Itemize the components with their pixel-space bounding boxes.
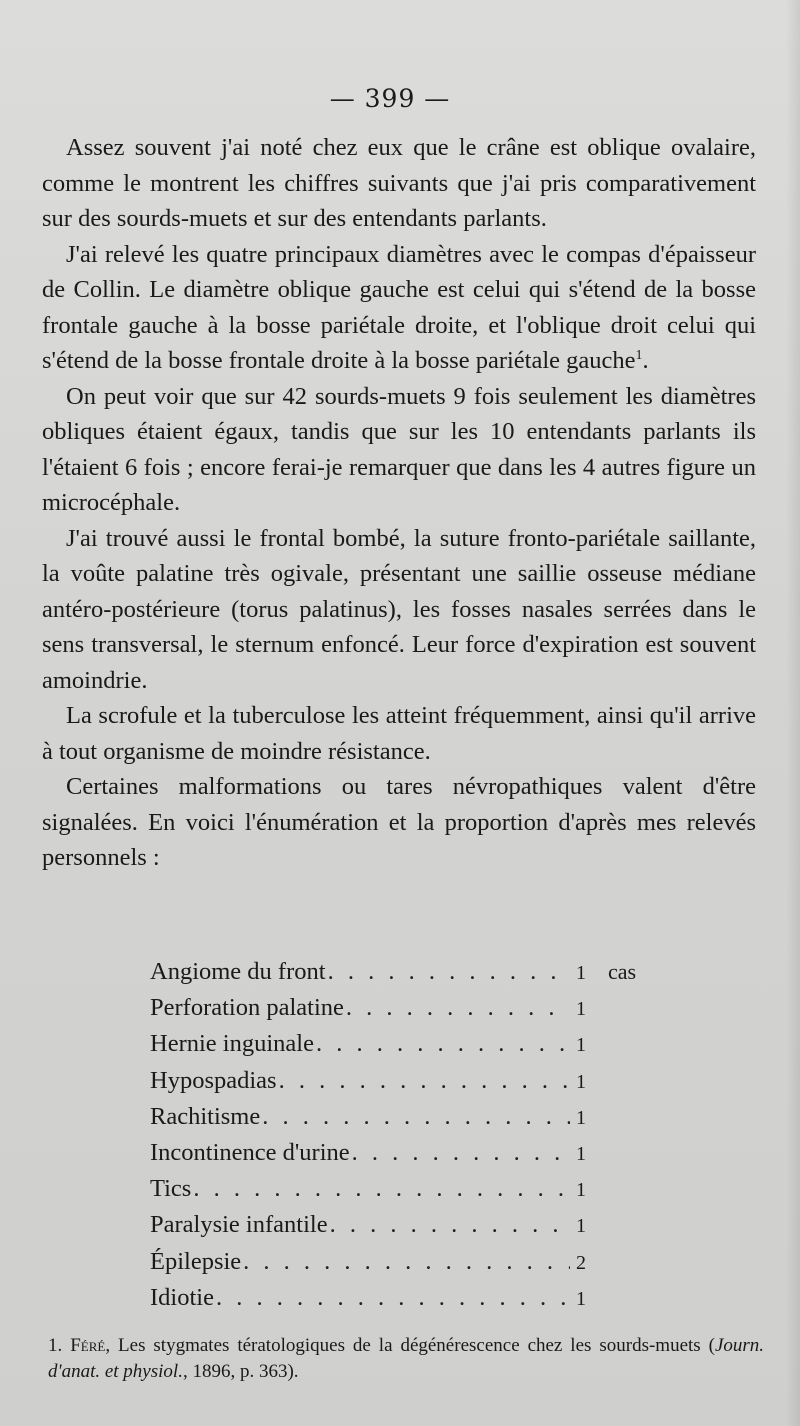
dot-leader [330,1211,570,1239]
dot-leader [243,1248,570,1276]
list-item-label: Hypospadias [150,1066,277,1094]
list-item [150,1211,670,1247]
list-item-count: 1 [576,1179,586,1202]
list-item [150,1030,670,1066]
list-item [150,994,670,1030]
list-item [150,958,670,994]
list-item-label: Angiome du front [150,958,326,985]
list-item-label: Paralysie infantile [150,1211,328,1239]
paragraph-4: J'ai trouvé aussi le frontal bombé, la suture fronto-pariétale saillante, la voûte palatine très ogivale, présentant une saillie osseuse médiane antéro-postérieure (torus palatinus), les fosses nasales serrées dans le sens transversal, le sternum enfoncé. Leur force d'expiration est souvent amoindrie. [42,524,756,694]
dot-leader [193,1175,570,1203]
list-item [150,1175,670,1211]
list-item [150,1103,670,1139]
dot-leader [328,958,570,986]
dot-leader [352,1139,570,1167]
paragraph-6: Certaines malformations ou tares névropathiques valent d'être signalées. En voici l'énumération et la proportion d'après mes relevés personnels : [42,773,756,871]
list-item-count: 1 [576,998,586,1021]
list-item [150,1248,670,1284]
footnote-author: Féré [70,1335,106,1356]
paragraph-5: La scrofule et la tuberculose les atteint fréquemment, ainsi qu'il arrive à tout organisme de moindre résistance. [42,702,756,765]
list-item-label: Idiotie [150,1283,214,1311]
list-item-label: Tics [150,1175,192,1203]
dot-leader [316,1030,570,1058]
paragraph-2-text: J'ai relevé les quatre principaux diamètres avec le compas d'épaisseur de Collin. Le diamètre oblique gauche est celui qui s'étend de la bosse frontale gauche à la bosse pariétale droite, et l'oblique droit celui qui s'étend de la bosse frontale droite à la bosse pariétale gauche [42,240,756,374]
list-item-count: 1 [576,1106,586,1129]
footnote: 1. Féré, Les stygmates tératologiques de la dégénérescence chez les sourds-muets (Journ. d'anat. et physiol., 1896, p. 363). [48,1335,765,1382]
footnote-text-before: Les stygmates tératologiques de la dégénérescence chez les sourds-muets ( [118,1335,715,1356]
malformation-list [150,958,670,1320]
dot-leader [279,1067,570,1095]
list-item [150,1284,670,1320]
list-item-label: Hernie inguinale [150,1030,314,1058]
list-item-label: Incontinence d'urine [150,1138,350,1166]
list-item-count: 1 [576,1142,586,1165]
body-text [42,130,756,876]
paragraph-3: On peut voir que sur 42 sourds-muets 9 fois seulement les diamètres obliques étaient égaux, tandis que sur les 10 entendants parlants ils l'étaient 6 fois ; encore ferai-je remarquer que dans les 4 autres figure un microcéphale. [42,382,756,516]
footnote-text-after: , 1896, p. 363). [182,1361,299,1382]
paragraph-2: J'ai relevé les quatre principaux diamètres avec le compas d'épaisseur de Collin. Le diamètre oblique gauche est celui qui s'étend de la bosse frontale gauche à la bosse pariétale droite, et l'oblique droit celui qui s'étend de la bosse frontale droite à la bosse pariétale gauche$^1$. [42,240,756,374]
list-item-count: 1 [576,1070,586,1093]
paragraph-1: Assez souvent j'ai noté chez eux que le crâne est oblique ovalaire, comme le montrent les chiffres suivants que j'ai pris comparativement sur des sourds-muets et sur des entendants parlants. [42,134,756,232]
list-item-label: Rachitisme [150,1102,261,1130]
list-item-count: 1 [576,1287,586,1310]
list-item-label: Épilepsie [150,1247,242,1275]
scan-edge-shadow [786,0,800,1426]
list-item-count: 1 [576,1215,586,1238]
list-item-count: 1 [576,1034,586,1057]
dot-leader [262,1103,570,1131]
footnote-ref: 1 [635,347,643,363]
footnote-journal: Journ. d'anat. et physiol. [48,1335,765,1382]
footnote-number: 1. [48,1335,63,1356]
list-item [150,1067,670,1103]
list-item-label: Perforation palatine [150,994,344,1022]
list-item-unit: cas [608,959,637,984]
dot-leader [216,1284,570,1312]
page-number: — 399 — [329,84,451,113]
list-item-count: 2 [576,1251,586,1274]
list-item-count: 1 [576,962,586,984]
list-item [150,1139,670,1175]
dot-leader [346,994,570,1022]
